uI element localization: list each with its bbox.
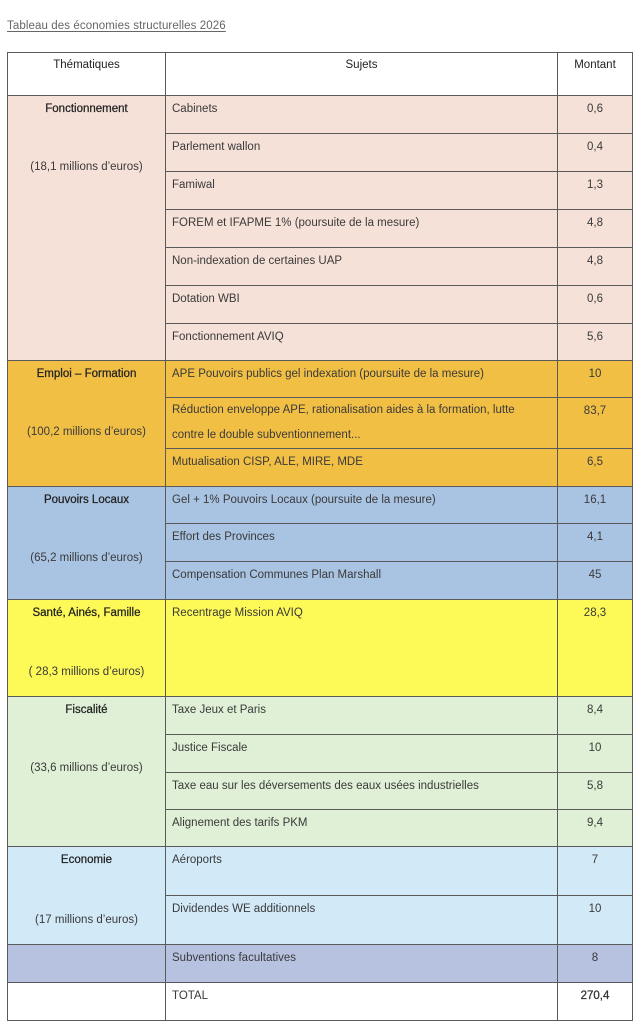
- amount-cell: 4,1: [558, 524, 633, 562]
- amount-cell: 10: [558, 361, 633, 398]
- header-thematiques: Thématiques: [8, 53, 166, 96]
- theme-cell-empty: [8, 945, 166, 983]
- theme-cell-emploi: [8, 361, 166, 487]
- amount-cell: 5,8: [558, 773, 633, 810]
- subject-cell: Justice Fiscale: [166, 735, 558, 773]
- total-amount: 270,4: [558, 983, 633, 1021]
- amount-cell: 4,8: [558, 210, 633, 248]
- subject-cell: APE Pouvoirs publics gel indexation (poursuite de la mesure): [166, 361, 558, 398]
- theme-subtotal: (65,2 millions d’euros): [30, 552, 143, 564]
- subject-cell: Dividendes WE additionnels: [166, 896, 558, 945]
- subject-cell: Fonctionnement AVIQ: [166, 324, 558, 361]
- table-row: [8, 361, 633, 398]
- savings-table: [7, 52, 633, 1021]
- subject-cell: Compensation Communes Plan Marshall: [166, 562, 558, 600]
- amount-cell: 28,3: [558, 600, 633, 697]
- theme-subtotal: (100,2 millions d’euros): [27, 426, 146, 438]
- theme-subtotal: (18,1 millions d’euros): [30, 161, 143, 173]
- theme-subtotal: ( 28,3 millions d’euros): [28, 666, 145, 678]
- table-row: [8, 96, 633, 134]
- theme-cell-pouvoirs-locaux: [8, 487, 166, 600]
- theme-cell-economie: [8, 847, 166, 945]
- subject-cell: Parlement wallon: [166, 134, 558, 172]
- table-row: [8, 697, 633, 735]
- header-montant: Montant: [558, 53, 633, 96]
- amount-cell: 4,8: [558, 248, 633, 286]
- theme-name: Santé, Ainés, Famille: [32, 607, 141, 619]
- subject-cell: Mutualisation CISP, ALE, MIRE, MDE: [166, 449, 558, 487]
- total-label: TOTAL: [166, 983, 558, 1021]
- amount-cell: 5,6: [558, 324, 633, 361]
- subject-cell: Réduction enveloppe APE, rationalisation aides à la formation, lutte contre le double subventionnement...: [166, 398, 558, 449]
- amount-cell: 6,5: [558, 449, 633, 487]
- subject-cell: Gel + 1% Pouvoirs Locaux (poursuite de la mesure): [166, 487, 558, 524]
- subject-cell: Alignement des tarifs PKM: [166, 810, 558, 847]
- amount-cell: 45: [558, 562, 633, 600]
- theme-name: Emploi – Formation: [36, 368, 137, 380]
- theme-name: Pouvoirs Locaux: [43, 494, 130, 506]
- subject-cell: Non-indexation de certaines UAP: [166, 248, 558, 286]
- amount-cell: 8: [558, 945, 633, 983]
- theme-name: Economie: [60, 854, 113, 866]
- subject-cell: Taxe Jeux et Paris: [166, 697, 558, 735]
- table-header-row: [8, 53, 633, 96]
- theme-subtotal: (33,6 millions d’euros): [30, 762, 143, 774]
- subject-cell: Taxe eau sur les déversements des eaux usées industrielles: [166, 773, 558, 810]
- subject-cell: Effort des Provinces: [166, 524, 558, 562]
- table-row: [8, 600, 633, 697]
- subject-cell: Aéroports: [166, 847, 558, 896]
- amount-cell: 0,4: [558, 134, 633, 172]
- amount-cell: 16,1: [558, 487, 633, 524]
- theme-name: Fonctionnement: [45, 103, 128, 115]
- amount-cell: 1,3: [558, 172, 633, 210]
- total-empty-cell: [8, 983, 166, 1021]
- table-row: [8, 487, 633, 524]
- theme-cell-sante: [8, 600, 166, 697]
- subject-cell: Subventions facultatives: [166, 945, 558, 983]
- header-sujets: Sujets: [166, 53, 558, 96]
- page-title: Tableau des économies structurelles 2026: [7, 20, 226, 32]
- total-row: [8, 983, 633, 1021]
- amount-cell: 8,4: [558, 697, 633, 735]
- theme-cell-fonctionnement: [8, 96, 166, 361]
- subject-cell: FOREM et IFAPME 1% (poursuite de la mesure): [166, 210, 558, 248]
- theme-subtotal: (17 millions d’euros): [35, 914, 138, 926]
- amount-cell: 10: [558, 896, 633, 945]
- subject-cell: Dotation WBI: [166, 286, 558, 324]
- amount-cell: 0,6: [558, 286, 633, 324]
- amount-cell: 9,4: [558, 810, 633, 847]
- amount-cell: 83,7: [558, 398, 633, 449]
- subject-cell: Cabinets: [166, 96, 558, 134]
- table-row: [8, 847, 633, 896]
- amount-cell: 7: [558, 847, 633, 896]
- amount-cell: 10: [558, 735, 633, 773]
- amount-cell: 0,6: [558, 96, 633, 134]
- theme-cell-fiscalite: [8, 697, 166, 847]
- subject-cell: Recentrage Mission AVIQ: [166, 600, 558, 697]
- theme-name: Fiscalité: [65, 704, 108, 716]
- subject-cell: Famiwal: [166, 172, 558, 210]
- table-row: [8, 945, 633, 983]
